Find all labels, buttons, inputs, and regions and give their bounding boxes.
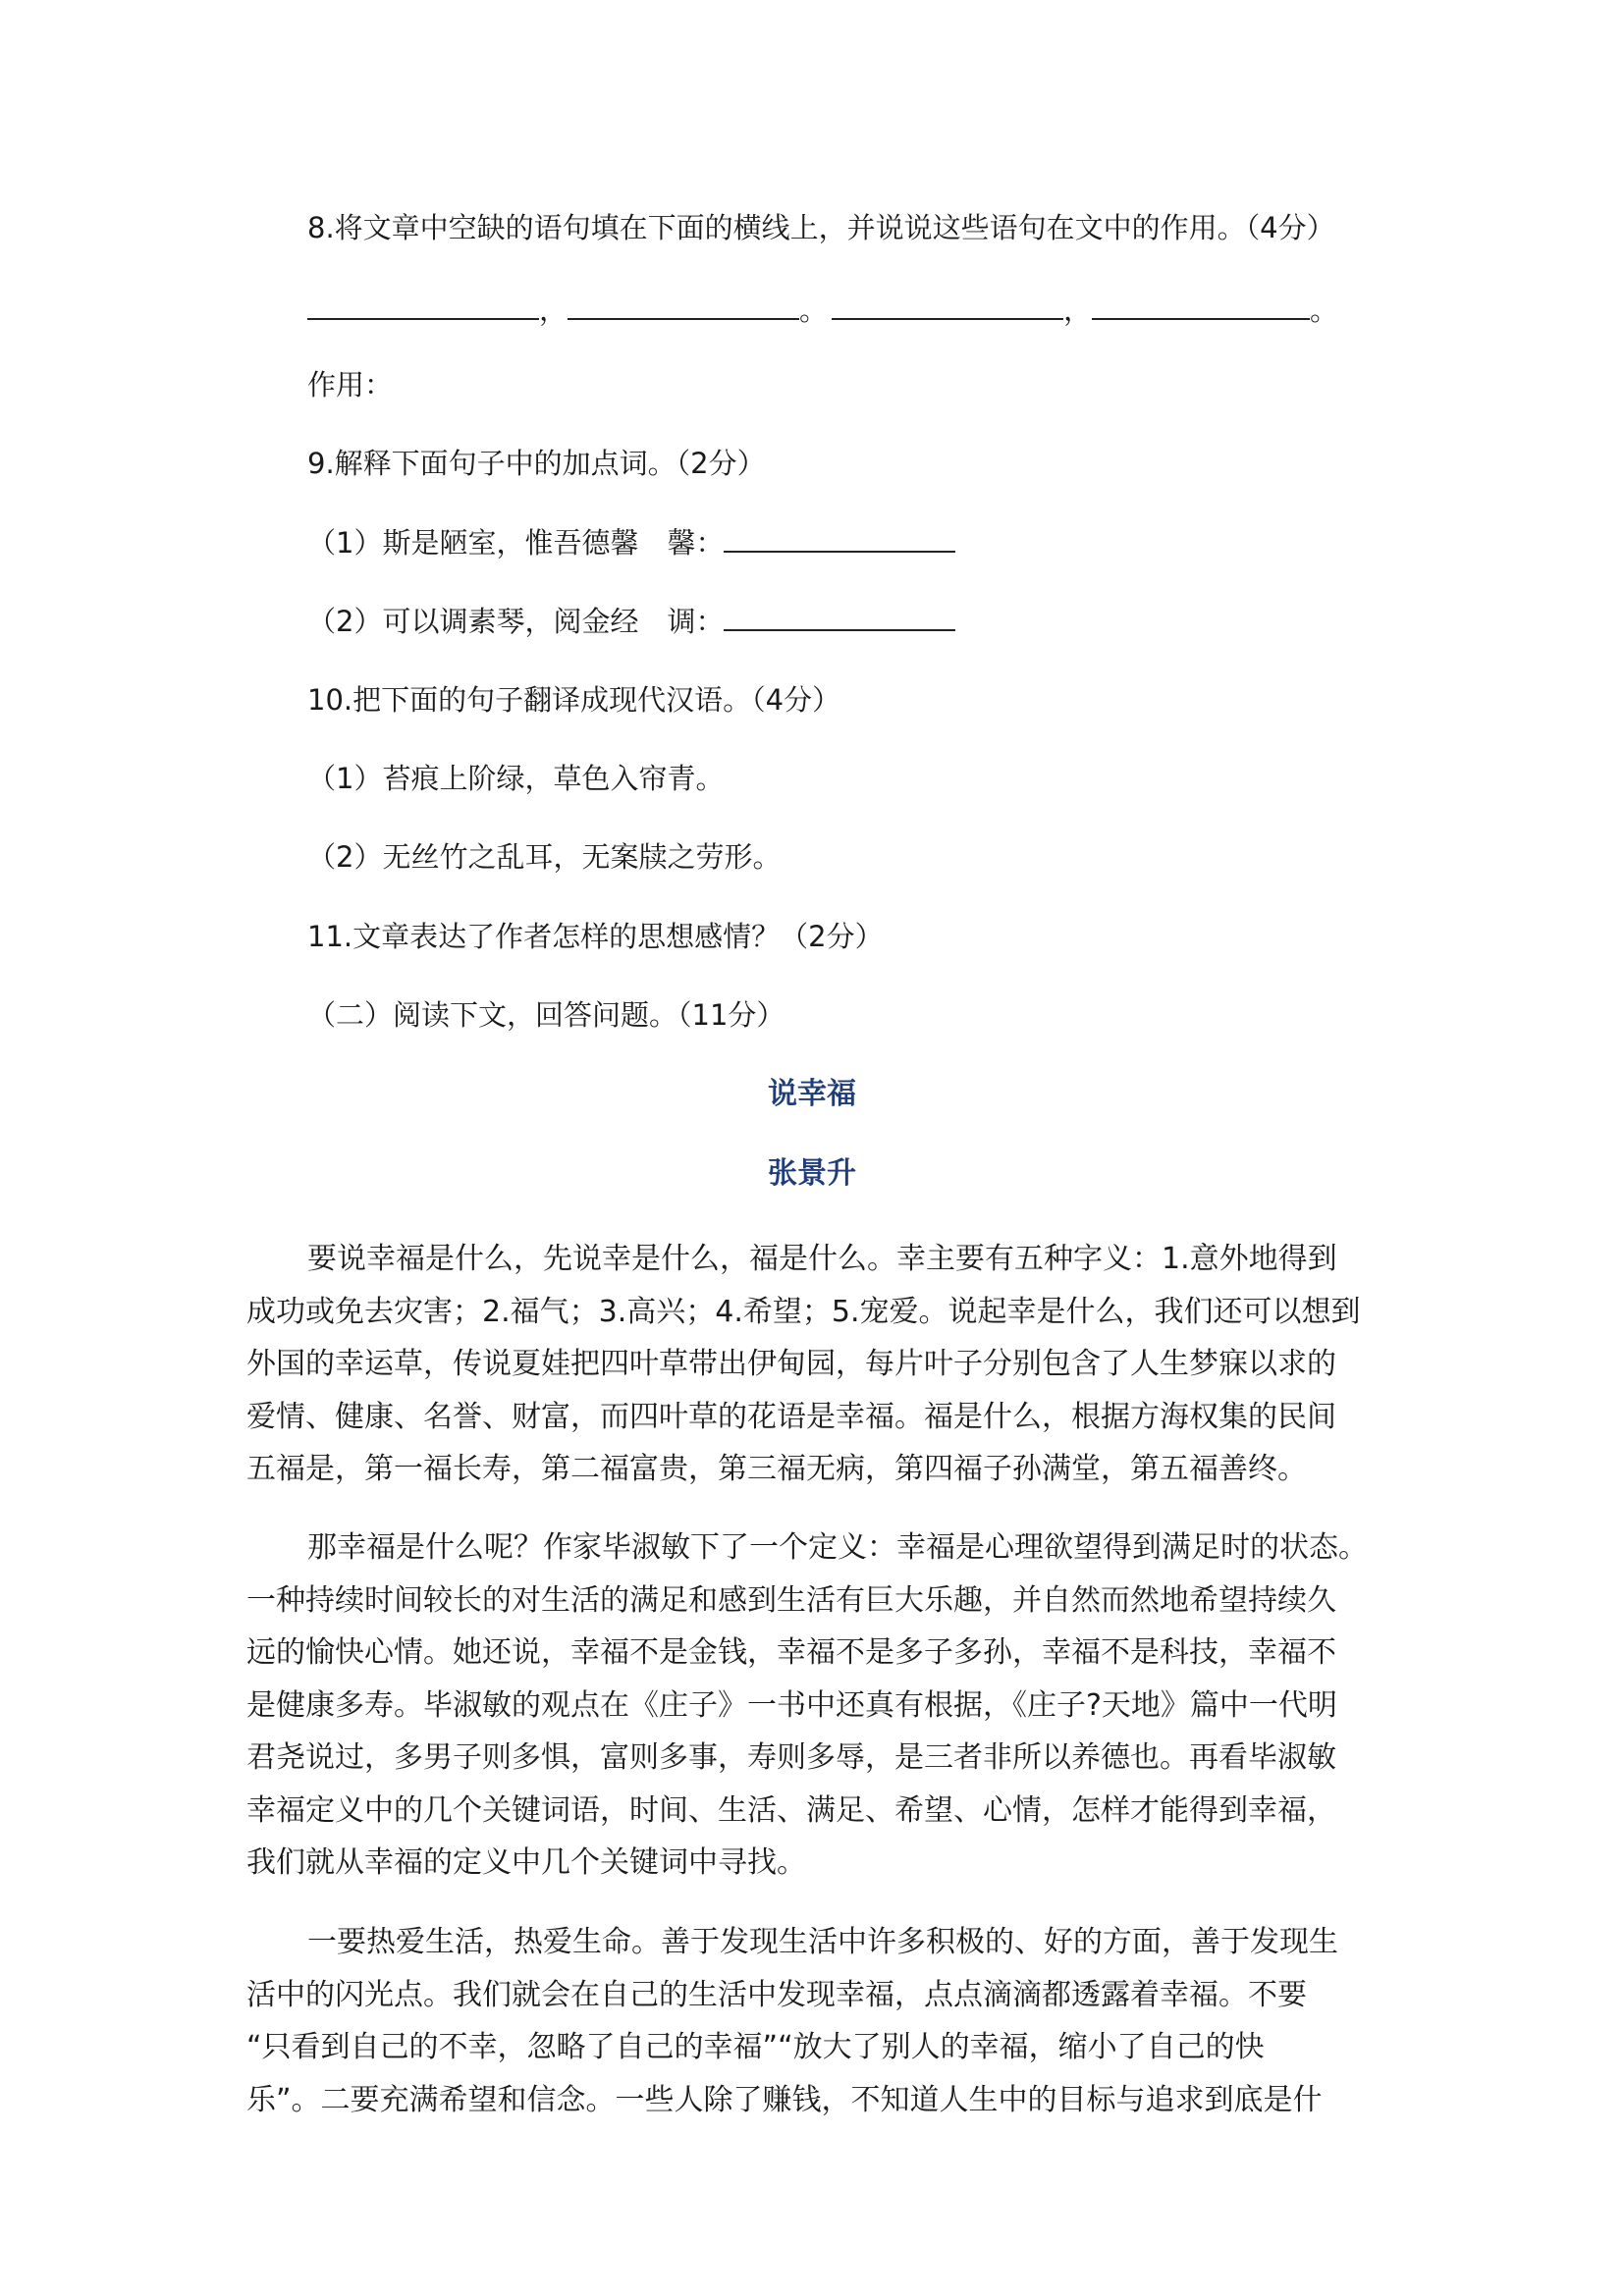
question-9-item-1: [307, 523, 955, 562]
separator: ，: [1063, 294, 1093, 327]
question-10-prompt: 10.把下面的句子翻译成现代汉语。（4分）: [307, 683, 841, 717]
answer-blank[interactable]: [832, 293, 1063, 320]
article-paragraph-1: [246, 1233, 1385, 1496]
question-9-item-2-text: （2）可以调素琴，阅金经 调：: [307, 605, 725, 638]
separator: ，: [539, 294, 568, 327]
question-8-answer-line: [307, 291, 1338, 330]
paragraph-line: 那幸福是什么呢？作家毕淑敏下了一个定义：幸福是心理欲望得到满足时的状态。: [307, 1530, 1368, 1565]
paragraph-line: 要说幸福是什么，先说幸是什么，福是什么。幸主要有五种字义：1.意外地得到: [307, 1242, 1337, 1276]
paragraph-line: 远的愉快心情。她还说，幸福不是金钱，幸福不是多子多孙，幸福不是科技，幸福不: [246, 1635, 1336, 1670]
question-10-item-2: （2）无丝竹之乱耳，无案牍之劳形。: [307, 840, 782, 874]
question-9-item-2: [307, 602, 955, 641]
paragraph-line: 幸福定义中的几个关键词语，时间、生活、满足、希望、心情，怎样才能得到幸福，: [246, 1792, 1336, 1828]
paragraph-line: 活中的闪光点。我们就会在自己的生活中发现幸福，点点滴滴都透露着幸福。不要: [246, 1977, 1307, 2012]
question-9-item-1-text: （1）斯是陋室，惟吾德馨 馨：: [307, 526, 725, 560]
separator: 。: [1310, 294, 1339, 327]
paragraph-line: 是健康多寿。毕淑敏的观点在《庄子》一书中还真有根据，《庄子?天地》篇中一代明: [246, 1687, 1337, 1723]
paragraph-line: 成功或免去灾害；2.福气；3.高兴；4.希望；5.宠爱。说起幸是什么，我们还可以想到: [246, 1294, 1361, 1329]
answer-blank[interactable]: [568, 293, 799, 320]
paragraph-line: 一种持续时间较长的对生活的满足和感到生活有巨大乐趣，并自然而然地希望持续久: [246, 1582, 1336, 1618]
question-8-effect-label: 作用：: [307, 368, 394, 401]
article-paragraph-2: [246, 1522, 1385, 1890]
question-9-prompt: 9.解释下面句子中的加点词。（2分）: [307, 447, 766, 480]
answer-blank[interactable]: [1092, 293, 1310, 320]
question-11-prompt: 11.文章表达了作者怎样的思想感情？（2分）: [307, 920, 884, 953]
article-author: 张景升: [768, 1156, 856, 1191]
question-10-item-1: （1）苔痕上阶绿，草色入帘青。: [307, 762, 725, 795]
paragraph-line: “只看到自己的不幸，忽略了自己的幸福”“放大了别人的幸福，缩小了自己的快: [246, 2030, 1265, 2064]
paragraph-line: 君尧说过，多男子则多惧，富则多事，寿则多辱，是三者非所以养德也。再看毕淑敏: [246, 1740, 1336, 1775]
article-title: 说幸福: [768, 1077, 856, 1111]
answer-blank[interactable]: [307, 293, 539, 320]
paragraph-line: 外国的幸运草，传说夏娃把四叶草带出伊甸园，每片叶子分别包含了人生梦寐以求的: [246, 1347, 1336, 1381]
answer-blank[interactable]: [724, 604, 955, 631]
separator: 。: [799, 294, 829, 327]
paragraph-line: 爱情、健康、名誉、财富，而四叶草的花语是幸福。福是什么，根据方海权集的民间: [246, 1399, 1336, 1434]
answer-blank[interactable]: [724, 525, 955, 553]
paragraph-line: 我们就从幸福的定义中几个关键词中寻找。: [246, 1845, 806, 1880]
paragraph-line: 乐”。二要充满希望和信念。一些人除了赚钱，不知道人生中的目标与追求到底是什: [246, 2082, 1323, 2117]
article-paragraph-3: [246, 1916, 1385, 2126]
section-2-prompt: （二）阅读下文，回答问题。（11分）: [307, 998, 785, 1032]
question-8-prompt: 8.将文章中空缺的语句填在下面的横线上，并说说这些语句在文中的作用。（4分）: [307, 211, 1335, 244]
paragraph-line: 一要热爱生活，热爱生命。善于发现生活中许多积极的、好的方面，善于发现生: [307, 1925, 1338, 1959]
paragraph-line: 五福是，第一福长寿，第二福富贵，第三福无病，第四福子孙满堂，第五福善终。: [246, 1452, 1307, 1486]
